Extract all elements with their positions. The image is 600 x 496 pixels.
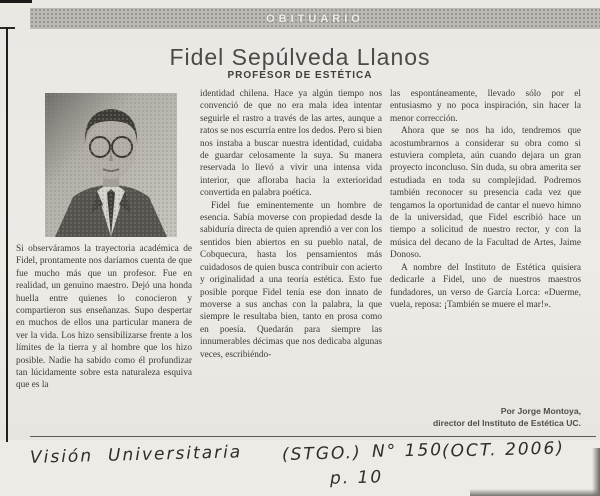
handwritten-source-word1: Visión	[29, 446, 94, 468]
section-banner-label: OBITUARIO	[266, 12, 364, 25]
article-column-2	[200, 88, 382, 437]
paragraph: Ahora que se nos ha ido, tendremos que acostumbrarnos a considerar su obra como si estuviera completa, aún cuando dejara un gran proyecto inconcluso. Sin duda, su obra amerita ser estudiada en toda su complejidad. Podremos también reconocer su presencia cada vez que tengamos la oportunidad de cantar el nuevo himno de la universidad, que Fidel escribió hace un tiempo a solicitud de nuestro rector, y con la música del decano de la Facultad de Artes, Jaime Donoso.	[390, 126, 581, 261]
portrait-photo-illustration	[45, 93, 177, 237]
byline-role: director del Instituto de Estética UC.	[432, 417, 581, 428]
handwritten-page-number: p. 10	[329, 467, 384, 489]
section-banner	[30, 8, 600, 29]
byline-author: Por Jorge Montoya,	[500, 406, 581, 416]
handwritten-city: (STGO.)	[281, 442, 362, 466]
handwritten-source-word2: Universitaria	[107, 442, 243, 466]
backing-paper	[0, 440, 600, 496]
byline	[388, 406, 581, 429]
portrait-photo	[45, 93, 177, 237]
handwritten-issue-number: N° 150	[371, 440, 444, 462]
handwritten-date: (OCT. 2006)	[441, 438, 566, 462]
top-border-fragment	[0, 0, 32, 3]
paragraph: A nombre del Instituto de Estética quisiera dedicarle a Fidel, uno de nuestros maestros fundadores, un verso de García Lorca: «Duerme, vuela, reposa: ¡También se muere el mar!».	[390, 262, 581, 310]
article-column-1	[16, 243, 192, 437]
article-subtitle: PROFESOR DE ESTÉTICA	[227, 70, 373, 81]
paper-edge-shadow-bottom	[470, 489, 600, 496]
paragraph: Si observáramos la trayectoria académica de Fidel, prontamente nos daríamos cuenta de que fue mucho más que un profesor. Fue en realidad, un genuino maestro. Dejó una honda huella entre quienes lo conocieron y compartieron sus enseñanzas. Supo despertar en muchos de ellos una particular manera de ver la vida. Los hizo sensibilizarse frente a los límites de la tierra y al hombre que los hizo posible. Nadie ha sabido como él profundizar tan lúcidamente sobre esta naturaleza esquiva que es la	[16, 244, 192, 391]
paragraph: las espontáneamente, llevado sólo por el entusiasmo y no poca inspiración, sin hacer la menor corrección.	[390, 89, 581, 124]
article-bottom-rule	[30, 436, 596, 437]
article-title: Fidel Sepúlveda Llanos	[169, 44, 431, 70]
left-border-rule	[6, 27, 8, 442]
paragraph: identidad chilena. Hace ya algún tiempo nos convenció de que no era mala idea intentar seguirle el rastro a través de las artes, aunque a ratos se nos escurría entre los dedos. Pero si bien nos instaba a buscar nuestra identidad, cuidaba de guardar celosamente la suya. Su manera reservada lo llevó a vivir una intensa vida interior, que afloraba hacia la exterioridad convertida en palabra poética.	[200, 89, 382, 199]
paragraph: Fidel fue eminentemente un hombre de esencia. Sabía moverse con propiedad desde la sabiduría directa de quien aprendió a ver con los sentidos bien abiertos en su pueblo natal, de Cobquecura, hasta los pensamientos más cuidadosos de quien busca contribuir con acierto y originalidad a una teoría estética. Esto fue posible porque Fidel tenía ese don innato de moverse a sus anchas con la palabra, la que siempre le resultaba bien, tanto en prosa como en poesía. Quedarán para siempre las innumerables décimas que nos dedicaba algunas veces, escribiéndo-	[200, 200, 382, 360]
article-column-3	[390, 88, 581, 398]
